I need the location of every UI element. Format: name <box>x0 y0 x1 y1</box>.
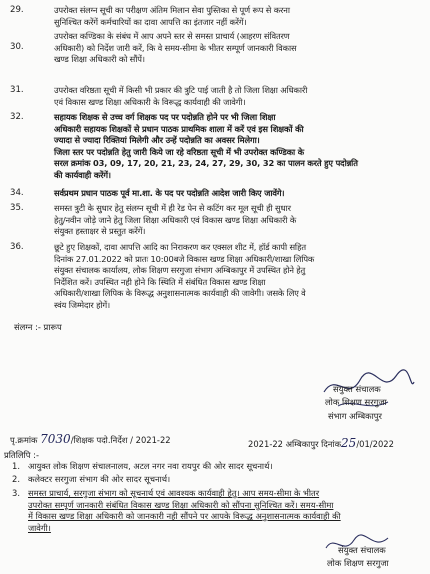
memo-number-line: पृ.क्रमांक 7030/शिक्षक पदो.निर्देश / 2021-22 <box>10 432 171 446</box>
item-number: 31. <box>10 85 24 95</box>
item-29 <box>10 5 424 28</box>
item-number: 34. <box>10 188 24 198</box>
handwritten-date-day: 25 <box>341 436 357 450</box>
handwritten-memo-number: 7030 <box>40 432 71 446</box>
signature-office: लोक शिक्षण सरगुजा <box>327 558 389 568</box>
item-number: 30. <box>10 42 24 52</box>
signature-division: संभाग अम्बिकापुर <box>328 411 382 421</box>
signature-office: लोक शिक्षण सरगुजा <box>325 397 387 407</box>
item-36 <box>10 242 424 312</box>
item-34 <box>10 188 424 200</box>
memo-date-line: 2021-22 अम्बिकापुर दिनांक25/01/2022 <box>248 436 394 450</box>
item-number: 35. <box>10 203 24 213</box>
item-text: सर्वप्रथम प्रधान पाठक पूर्व मा.शा. के पद पर पदोन्नति आदेश जारी किए जावेंगे। <box>54 188 285 198</box>
item-31 <box>10 85 424 108</box>
enclosure-label: संलग्न :- प्रारूप <box>14 322 62 332</box>
item-35 <box>10 203 424 238</box>
signature-designation: संयुक्त संचालक <box>333 384 381 394</box>
item-30 <box>10 31 424 66</box>
item-number: 29. <box>10 5 24 15</box>
item-text: उपरोक्त संलग्न सूची का परीक्षण अंतिम मिलान सेवा पुस्तिका से पूर्ण रूप से करना सुनिश्चित करेंगें कर्मचारियों का दावा आपत्ति का इंतजार नहीं करेंगें। <box>54 5 290 27</box>
item-number: 32. <box>10 112 24 122</box>
item-32 <box>10 112 424 182</box>
copy-item-3: 3. समस्त प्राचार्य, सरगुजा संभाग को सूचनार्थ एवं आवश्यक कार्यवाही हेतु। आप समय-सीमा के भीतर उपरोक्त सम्पूर्ण जानकारी संबंधित विकास खण्ड शिक्षा अधिकारी को सौंपना सुनिश्चित करें। समय-सीमा में विकास खण्ड शिक्षा अधिकारी को जानकारी नही सौंपने पर आपके विरूद्ध अनुशासनात्मक कार्यवाही की जावेगी। <box>12 488 341 533</box>
copy-item-2: 2. कलेक्टर सरगुजा संभाग की ओर सादर सूचनार्थ। <box>12 474 171 484</box>
signature-designation: संयुक्त संचालक <box>338 545 386 555</box>
item-text: उपरोक्त कण्डिका के संबंध में आप अपने स्तर से समस्त प्राचार्य (आहरण संवितरण अधिकारी) को निर्देश जारी करें, कि वे समय-सीमा के भीतर सम्पूर्ण जानकारी विकास खण्ड शिक्षा अधिकारी को सौंपें। <box>54 31 297 65</box>
copy-item-1: 1. आयुक्त लोक शिक्षण संचालनालय, अटल नगर नवा रायपुर की ओर सादर सूचनार्थ। <box>12 461 273 471</box>
item-text: उपरोक्त वरिष्ठता सूची में किसी भी प्रकार की त्रुटि पाई जाती है तो जिला शिक्षा अधिकारी एवं विकास खण्ड शिक्षा अधिकारी के विरूद्ध कार्यवाही की जावेगी। <box>54 85 308 107</box>
item-number: 36. <box>10 242 24 252</box>
item-text: छूटे हुए शिक्षकों, दावा आपत्ति आदि का निराकरण कर एक्सल शीट में, हॉर्ड कापी सहित दिनांक 27.01.2022 को प्रातः 10:00बजे विकास खण्ड शिक्षा अधिकारी/शाखा लिपिक संयुक्त संचालक कार्यालय, लोक शिक्षण सरगुजा संभाग अम्बिकापुर में उपस्थित होने हेतु निर्देशित करें। उपस्थित नही होने कि स्थिति में संबंधित विकास खण्ड शिक्षा अधिकारी/शाखा लिपिक के विरूद्ध अनुशासनात्मक कार्यवाही की जावेगी। जसके लिए वे स्वंय जिम्मेदार होगें। <box>54 242 315 310</box>
item-text: समस्त त्रुटी के सुधार हेतु संलग्न सूची में ही रेड पेन से कटिंग कर मूल सूची ही सुधार हेतु/नवीन जोड़े जाने हेतु जिला शिक्षा अधिकारी एवं विकास खण्ड शिक्षा अधिकारी के संयुक्त हस्ताक्षर से प्रस्तुत करेंगें। <box>54 203 297 237</box>
copy-label: प्रतिलिपि :- <box>4 450 39 460</box>
item-text: सहायक शिक्षक से उच्च वर्ग शिक्षक पद पर पदोन्नति होने पर भी जिला शिक्षा अधिकारी सहायक शिक्षकों से प्रधान पाठक प्राथमिक शाला में करें एवं इस शिक्षकों की ज्यादा से ज्यादा रिक्तियां मिलेगी और उन्हें पदोन्नति का अवसर मिलेगा। जिला स्तर पर पदोन्नति हेतु जारी किये जा रहे वरिष्ठता सूची में भी उपरोक्त कण्डिका के सरल क्रमांक 03, 09, 17, 20, 21, 23, 24, 27, 29, 30, 32 का पालन करते हुए पदोन्नति की कार्यवाही करेंगें। <box>54 112 358 180</box>
